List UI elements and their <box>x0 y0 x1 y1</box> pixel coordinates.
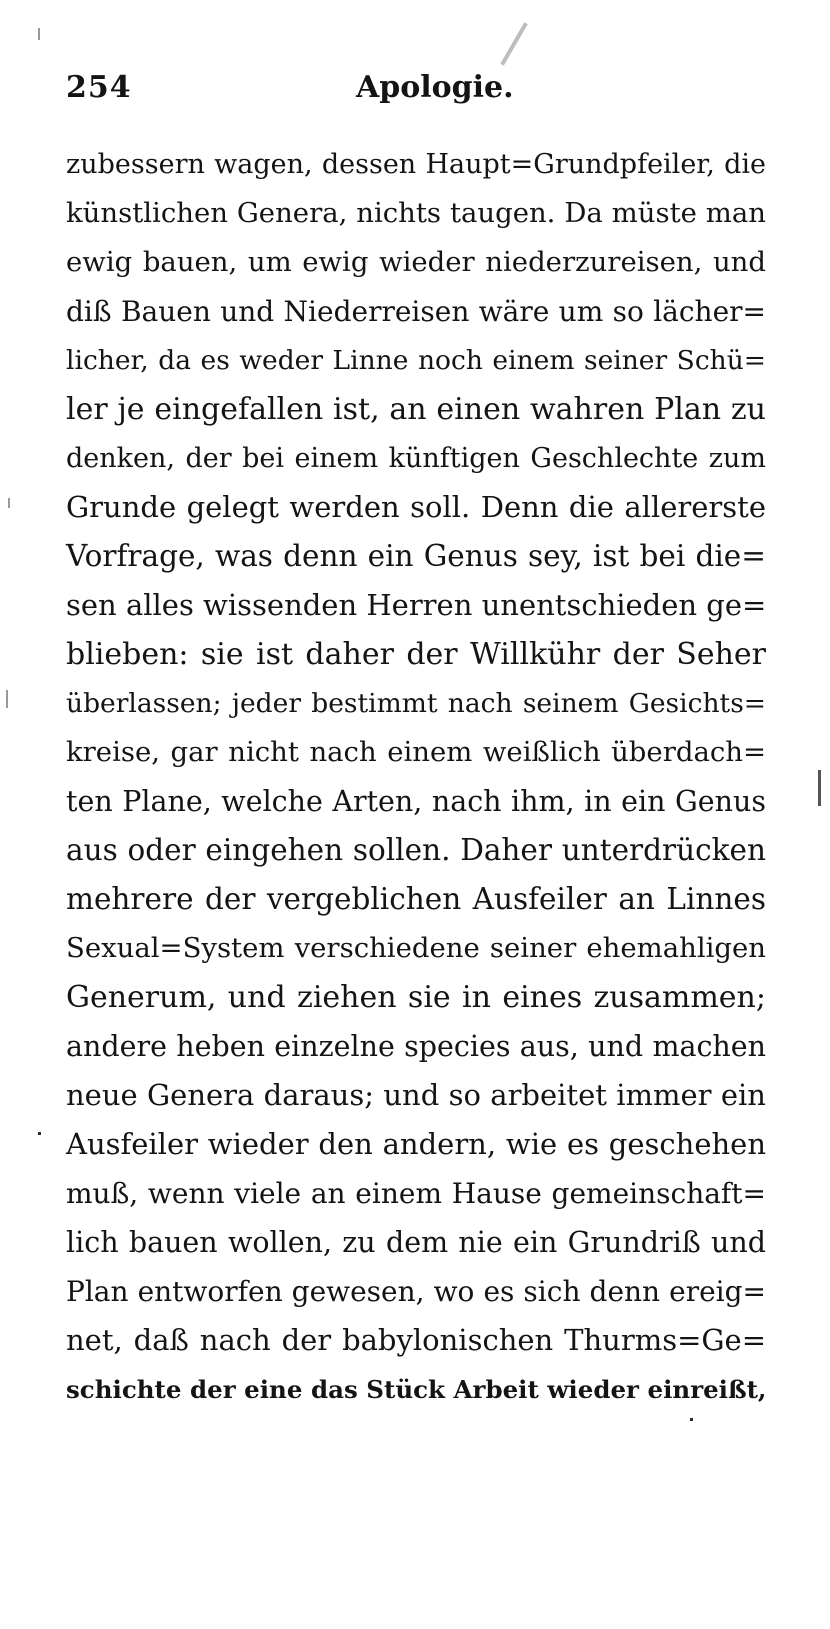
text-line: aus oder eingehen sollen. Daher unterdrücken <box>66 833 766 867</box>
ink-smudge <box>500 22 527 66</box>
text-line: andere heben einzelne species aus, und machen <box>66 1030 766 1063</box>
ink-speck <box>8 498 10 508</box>
text-line: schichte der eine das Stück Arbeit wieder einreißt, <box>66 1375 767 1404</box>
text-line: net, daß nach der babylonischen Thurms=Ge= <box>66 1323 766 1357</box>
ink-speck <box>38 28 40 40</box>
text-line: lich bauen wollen, zu dem nie ein Grundriß und <box>66 1226 766 1259</box>
text-line: muß, wenn viele an einem Hause gemeinschaft= <box>66 1177 766 1210</box>
text-line: Sexual=System verschiedene seiner ehemahligen <box>66 932 766 964</box>
text-line: denken, der bei einem künftigen Geschlechte zum <box>66 443 766 474</box>
text-line: Generum, und ziehen sie in eines zusammen; <box>66 980 766 1015</box>
text-line: ten Plane, welche Arten, nach ihm, in ein Genus <box>66 785 766 818</box>
running-title: Apologie. <box>356 70 514 105</box>
text-line: Plan entworfen gewesen, wo es sich denn ereig= <box>66 1275 766 1308</box>
text-line: künstlichen Genera, nichts taugen. Da müste man <box>66 197 766 229</box>
text-line: neue Genera daraus; und so arbeitet immer ein <box>66 1078 766 1112</box>
text-line: Vorfrage, was denn ein Genus sey, ist bei die= <box>66 539 766 573</box>
ink-speck <box>818 770 821 806</box>
ink-speck <box>690 1418 693 1421</box>
text-line: licher, da es weder Linne noch einem seiner Schü= <box>66 345 766 376</box>
text-line: sen alles wissenden Herren unentschieden ge= <box>66 588 767 622</box>
text-line: Grunde gelegt werden soll. Denn die allererste <box>66 490 766 524</box>
text-line: mehrere der vergeblichen Ausfeiler an Linnes <box>66 882 766 916</box>
text-line: blieben: sie ist daher der Willkühr der Seher <box>66 637 766 672</box>
text-line: diß Bauen und Niederreisen wäre um so lächer= <box>66 295 766 328</box>
ink-speck <box>6 690 8 708</box>
text-line: ewig bauen, um ewig wieder niederzureisen, und <box>66 246 766 278</box>
text-line: kreise, gar nicht nach einem weißlich überdach= <box>66 736 766 768</box>
ink-speck <box>38 1132 41 1135</box>
body-text <box>66 140 766 1414</box>
page-number: 254 <box>66 70 132 105</box>
page-header <box>66 70 756 114</box>
text-line: zubessern wagen, dessen Haupt=Grundpfeiler, die <box>66 149 766 180</box>
text-line: überlassen; jeder bestimmt nach seinem Gesichts= <box>66 688 766 719</box>
text-line: Ausfeiler wieder den andern, wie es geschehen <box>66 1127 766 1161</box>
text-line: ler je eingefallen ist, an einen wahren Plan zu <box>66 392 766 427</box>
